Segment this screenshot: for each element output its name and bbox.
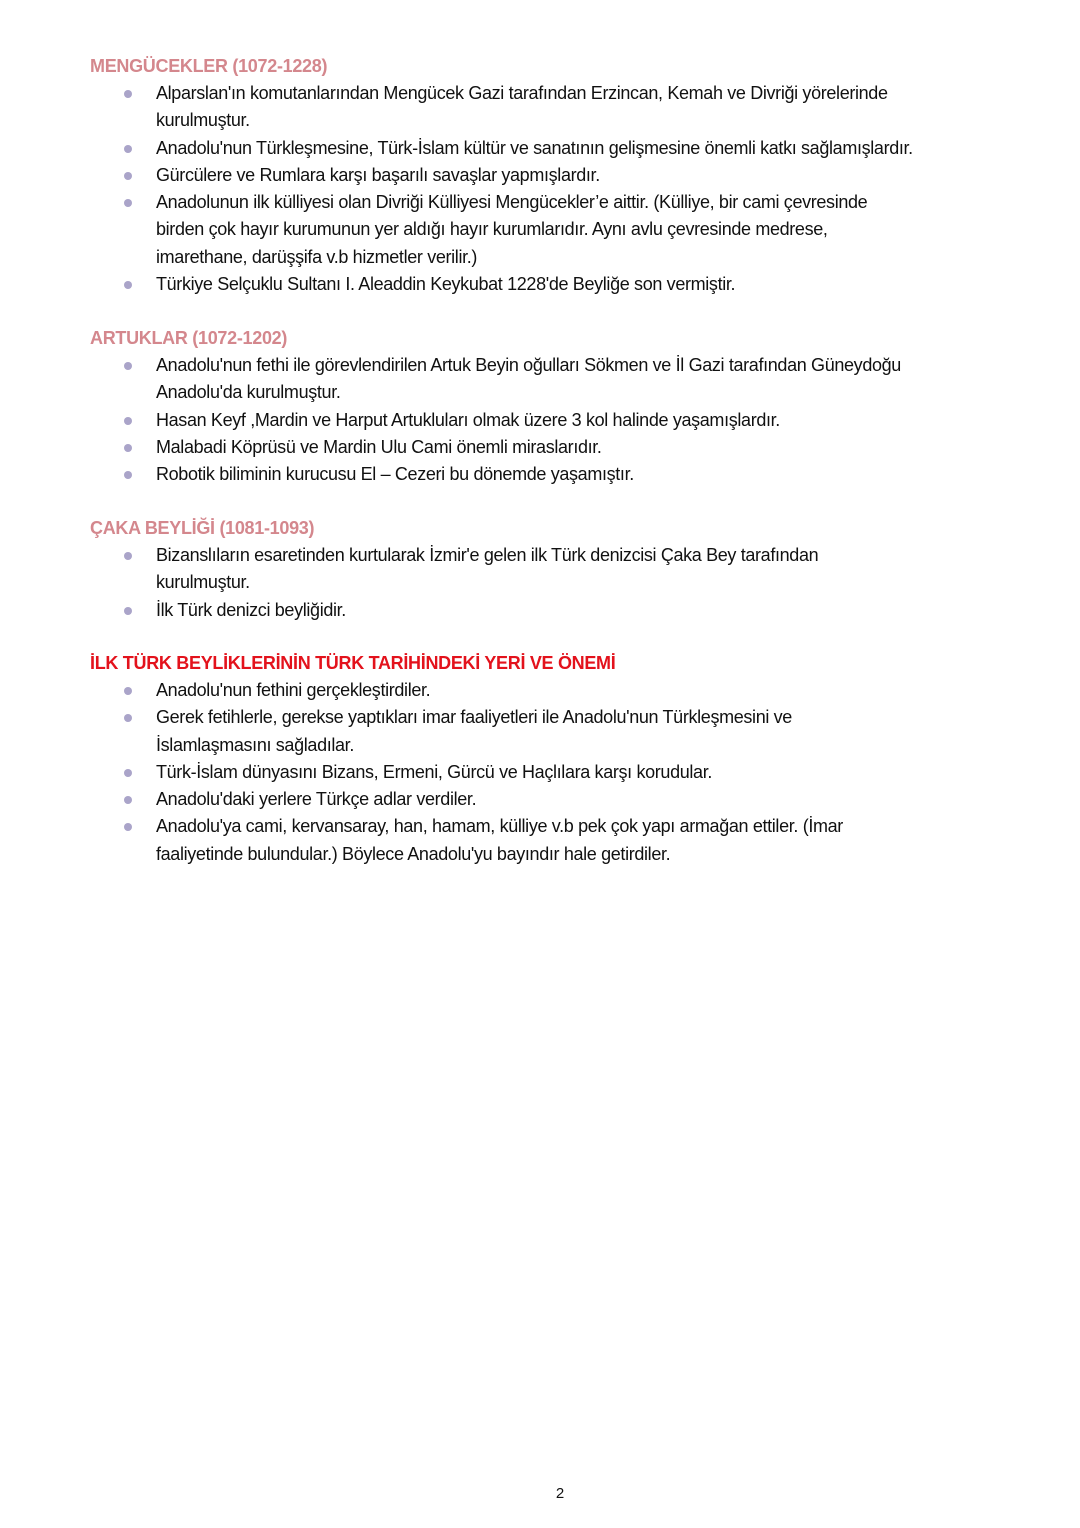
list-item-text: faaliyetinde bulundular.) Böylece Anadolu'yu bayındır hale getirdiler. [156, 843, 671, 864]
list-item-text: Anadolu'nun Türkleşmesine, Türk-İslam kültür ve sanatının gelişmesine önemli katkı sağlamışlardır. [156, 137, 913, 158]
list-item-text: İlk Türk denizci beyliğidir. [156, 599, 346, 620]
list-item-text: Alparslan'ın komutanlarından Mengücek Gazi tarafından Erzincan, Kemah ve Divriği yörelerinde [156, 83, 888, 103]
bullet-icon [124, 769, 132, 777]
list-item-text: Bizanslıların esaretinden kurtularak İzmir'e gelen ilk Türk denizcisi Çaka Bey tarafından [156, 545, 819, 565]
list-item [90, 407, 1050, 434]
list-item [90, 813, 1050, 868]
section-heading: ÇAKA BEYLİĞİ (1081-1093) [90, 518, 315, 538]
bullet-icon [124, 552, 132, 560]
list-item-text: imarethane, darüşşifa v.b hizmetler verilir.) [156, 246, 478, 267]
section [90, 650, 1050, 868]
list-item-text: İslamlaşmasını sağladılar. [156, 734, 354, 755]
section-heading: ARTUKLAR (1072-1202) [90, 328, 288, 348]
bullet-list [90, 542, 1050, 624]
bullet-list [90, 352, 1050, 488]
list-item-text: Anadolu'nun fethi ile görevlendirilen Artuk Beyin oğulları Sökmen ve İl Gazi tarafından Güneydoğu [156, 355, 901, 375]
bullet-icon [124, 90, 132, 98]
bullet-icon [124, 362, 132, 370]
list-item-text: Robotik biliminin kurucusu El – Cezeri bu dönemde yaşamıştır. [156, 464, 634, 485]
list-item [90, 597, 1050, 624]
section [90, 53, 1050, 298]
list-item [90, 704, 1050, 759]
list-item-text: Anadolunun ilk külliyesi olan Divriği Külliyesi Mengücekler’e aittir. (Külliye, bir cami çevresinde [156, 192, 868, 213]
bullet-icon [124, 471, 132, 479]
list-item-text: kurulmuştur. [156, 572, 250, 593]
bullet-icon [124, 714, 132, 722]
list-item-text: birden çok hayır kurumunun yer aldığı hayır kurumlarıdır. Aynı avlu çevresinde medrese, [156, 219, 828, 240]
bullet-icon [124, 145, 132, 153]
bullet-icon [124, 199, 132, 207]
list-item [90, 80, 1050, 135]
list-item [90, 271, 1050, 298]
list-item-text: Anadolu'da kurulmuştur. [156, 382, 341, 403]
list-item-text: Türkiye Selçuklu Sultanı I. Aleaddin Keykubat 1228'de Beyliğe son vermiştir. [156, 274, 736, 295]
bullet-list [90, 80, 1050, 298]
list-item [90, 542, 1050, 597]
list-item-text: Anadolu'ya cami, kervansaray, han, hamam, külliye v.b pek çok yapı armağan ettiler. (İmar [156, 816, 843, 837]
list-item-text: Anadolu'daki yerlere Türkçe adlar verdiler. [156, 789, 477, 810]
section [90, 515, 1050, 624]
bullet-icon [124, 823, 132, 831]
list-item-text: kurulmuştur. [156, 110, 250, 131]
bullet-icon [124, 607, 132, 615]
list-item-text: Malabadi Köprüsü ve Mardin Ulu Cami önemli miraslarıdır. [156, 436, 602, 457]
list-item [90, 461, 1050, 488]
list-item [90, 786, 1050, 813]
list-item-text: Gerek fetihlerle, gerekse yaptıkları imar faaliyetleri ile Anadolu'nun Türkleşmesini ve [156, 707, 792, 728]
list-item [90, 352, 1050, 407]
section-heading: MENGÜCEKLER (1072-1228) [90, 56, 328, 76]
bullet-list [90, 677, 1050, 868]
list-item [90, 677, 1050, 704]
list-item [90, 759, 1050, 786]
bullet-icon [124, 417, 132, 425]
list-item [90, 135, 1050, 162]
page-number: 2 [555, 1485, 565, 1502]
bullet-icon [124, 687, 132, 695]
list-item-text: Anadolu'nun fethini gerçekleştirdiler. [156, 680, 431, 700]
section-heading: İLK TÜRK BEYLİKLERİNİN TÜRK TARİHİNDEKİ YERİ VE ÖNEMİ [90, 653, 616, 673]
bullet-icon [124, 444, 132, 452]
list-item [90, 189, 1050, 271]
bullet-icon [124, 281, 132, 289]
list-item-text: Gürcülere ve Rumlara karşı başarılı savaşlar yapmışlardır. [156, 164, 600, 185]
list-item [90, 162, 1050, 189]
list-item-text: Türk-İslam dünyasını Bizans, Ermeni, Gürcü ve Haçlılara karşı korudular. [156, 761, 713, 782]
list-item-text: Hasan Keyf ,Mardin ve Harput Artukluları olmak üzere 3 kol halinde yaşamışlardır. [156, 409, 780, 430]
bullet-icon [124, 796, 132, 804]
bullet-icon [124, 172, 132, 180]
section [90, 325, 1050, 488]
list-item [90, 434, 1050, 461]
